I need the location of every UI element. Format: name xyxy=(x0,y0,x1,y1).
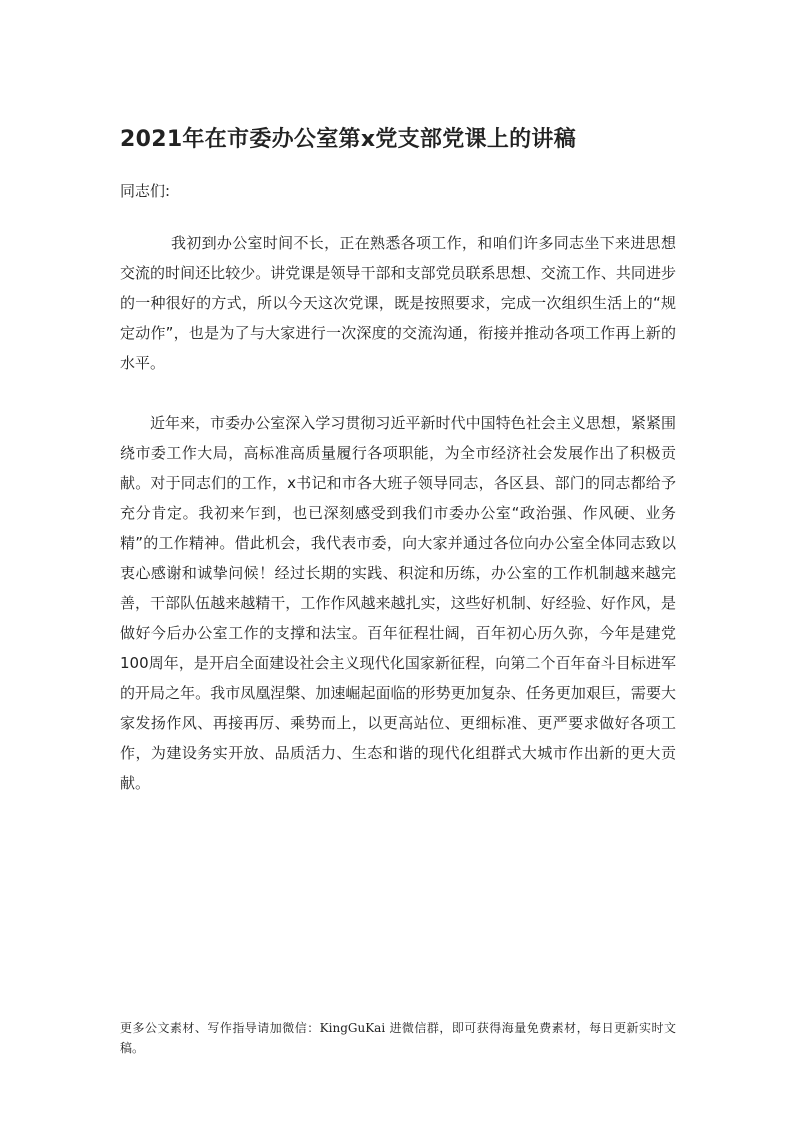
document-body xyxy=(120,228,676,828)
greeting: 同志们: xyxy=(120,182,171,200)
paragraph: 近年来，市委办公室深入学习贯彻习近平新时代中国特色社会主义思想，紧紧围绕市委工作大局，高标准高质量履行各项职能，为全市经济社会发展作出了积极贡献。对于同志们的工作，x书记和市各大班子领导同志，各区县、部门的同志都给予充分肯定。我初来乍到，也已深刻感受到我们市委办公室“政治强、作风硬、业务精”的工作精神。借此机会，我代表市委，向大家并通过各位向办公室全体同志致以衷心感谢和诚挚问候！经过长期的实践、积淀和历练，办公室的工作机制越来越完善，干部队伍越来越精干，工作作风越来越扎实，这些好机制、好经验、好作风，是做好今后办公室工作的支撑和法宝。百年征程壮阔，百年初心历久弥，今年是建党100周年，是开启全面建设社会主义现代化国家新征程，向第二个百年奋斗目标进军的开局之年。我市凤凰涅槃、加速崛起面临的形势更加复杂、任务更加艰巨，需要大家发扬作风、再接再厉、乘势而上，以更高站位、更细标准、更严要求做好各项工作，为建设务实开放、品质活力、生态和谐的现代化组群式大城市作出新的更大贡献。 xyxy=(120,414,676,792)
footer-note: 更多公文素材、写作指导请加微信：KingGuKai 进微信群，即可获得海量免费素材，每日更新实时文稿。 xyxy=(120,1021,676,1055)
paragraph: 我初到办公室时间不长，正在熟悉各项工作，和咱们许多同志坐下来进思想交流的时间还比较少。讲党课是领导干部和支部党员联系思想、交流工作、共同进步的一种很好的方式，所以今天这次党课，既是按照要求，完成一次组织生活上的“规定动作”，也是为了与大家进行一次深度的交流沟通，衔接并推动各项工作再上新的水平。 xyxy=(120,234,676,372)
page-title: 2021年在市委办公室第x党支部党课上的讲稿 xyxy=(120,127,577,152)
